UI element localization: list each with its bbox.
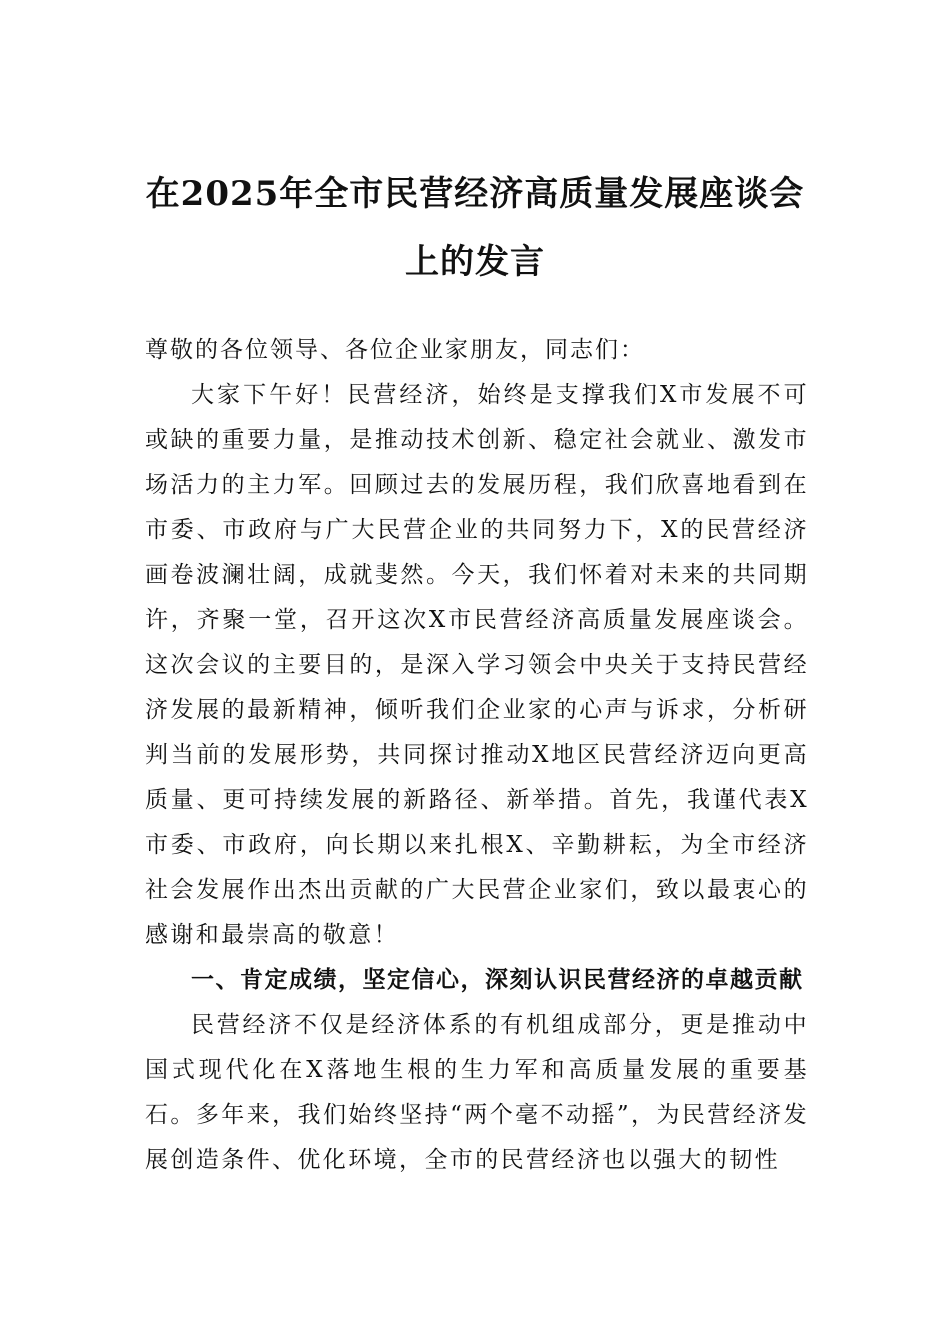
salutation: 尊敬的各位领导、各位企业家朋友，同志们：: [145, 337, 645, 363]
document-body: [145, 328, 809, 1183]
document-title: [140, 160, 810, 296]
title-line-2: 上的发言: [405, 242, 545, 282]
title-line-1: 在2025年全市民营经济高质量发展座谈会: [145, 174, 805, 214]
opening-paragraph: 大家下午好！民营经济，始终是支撑我们X市发展不可或缺的重要力量，是推动技术创新、稳定社会就业、激发市场活力的主力军。回顾过去的发展历程，我们欣喜地看到在市委、市政府与广大民营企业的共同努力下，X的民营经济画卷波澜壮阔，成就斐然。今天，我们怀着对未来的共同期许，齐聚一堂，召开这次X市民营经济高质量发展座谈会。这次会议的主要目的，是深入学习领会中央关于支持民营经济发展的最新精神，倾听我们企业家的心声与诉求，分析研判当前的发展形势，共同探讨推动X地区民营经济迈向更高质量、更可持续发展的新路径、新举措。首先，我谨代表X市委、市政府，向长期以来扎根X、辛勤耕耘，为全市经济社会发展作出杰出贡献的广大民营企业家们，致以最衷心的感谢和最崇高的敬意！: [145, 382, 809, 948]
section-1-paragraph: 民营经济不仅是经济体系的有机组成部分，更是推动中国式现代化在X落地生根的生力军和高质量发展的重要基石。多年来，我们始终坚持“两个毫不动摇”，为民营经济发展创造条件、优化环境，全市的民营经济也以强大的韧性: [145, 1012, 809, 1173]
section-heading-1: 一、肯定成绩，坚定信心，深刻认识民营经济的卓越贡献: [191, 967, 804, 993]
